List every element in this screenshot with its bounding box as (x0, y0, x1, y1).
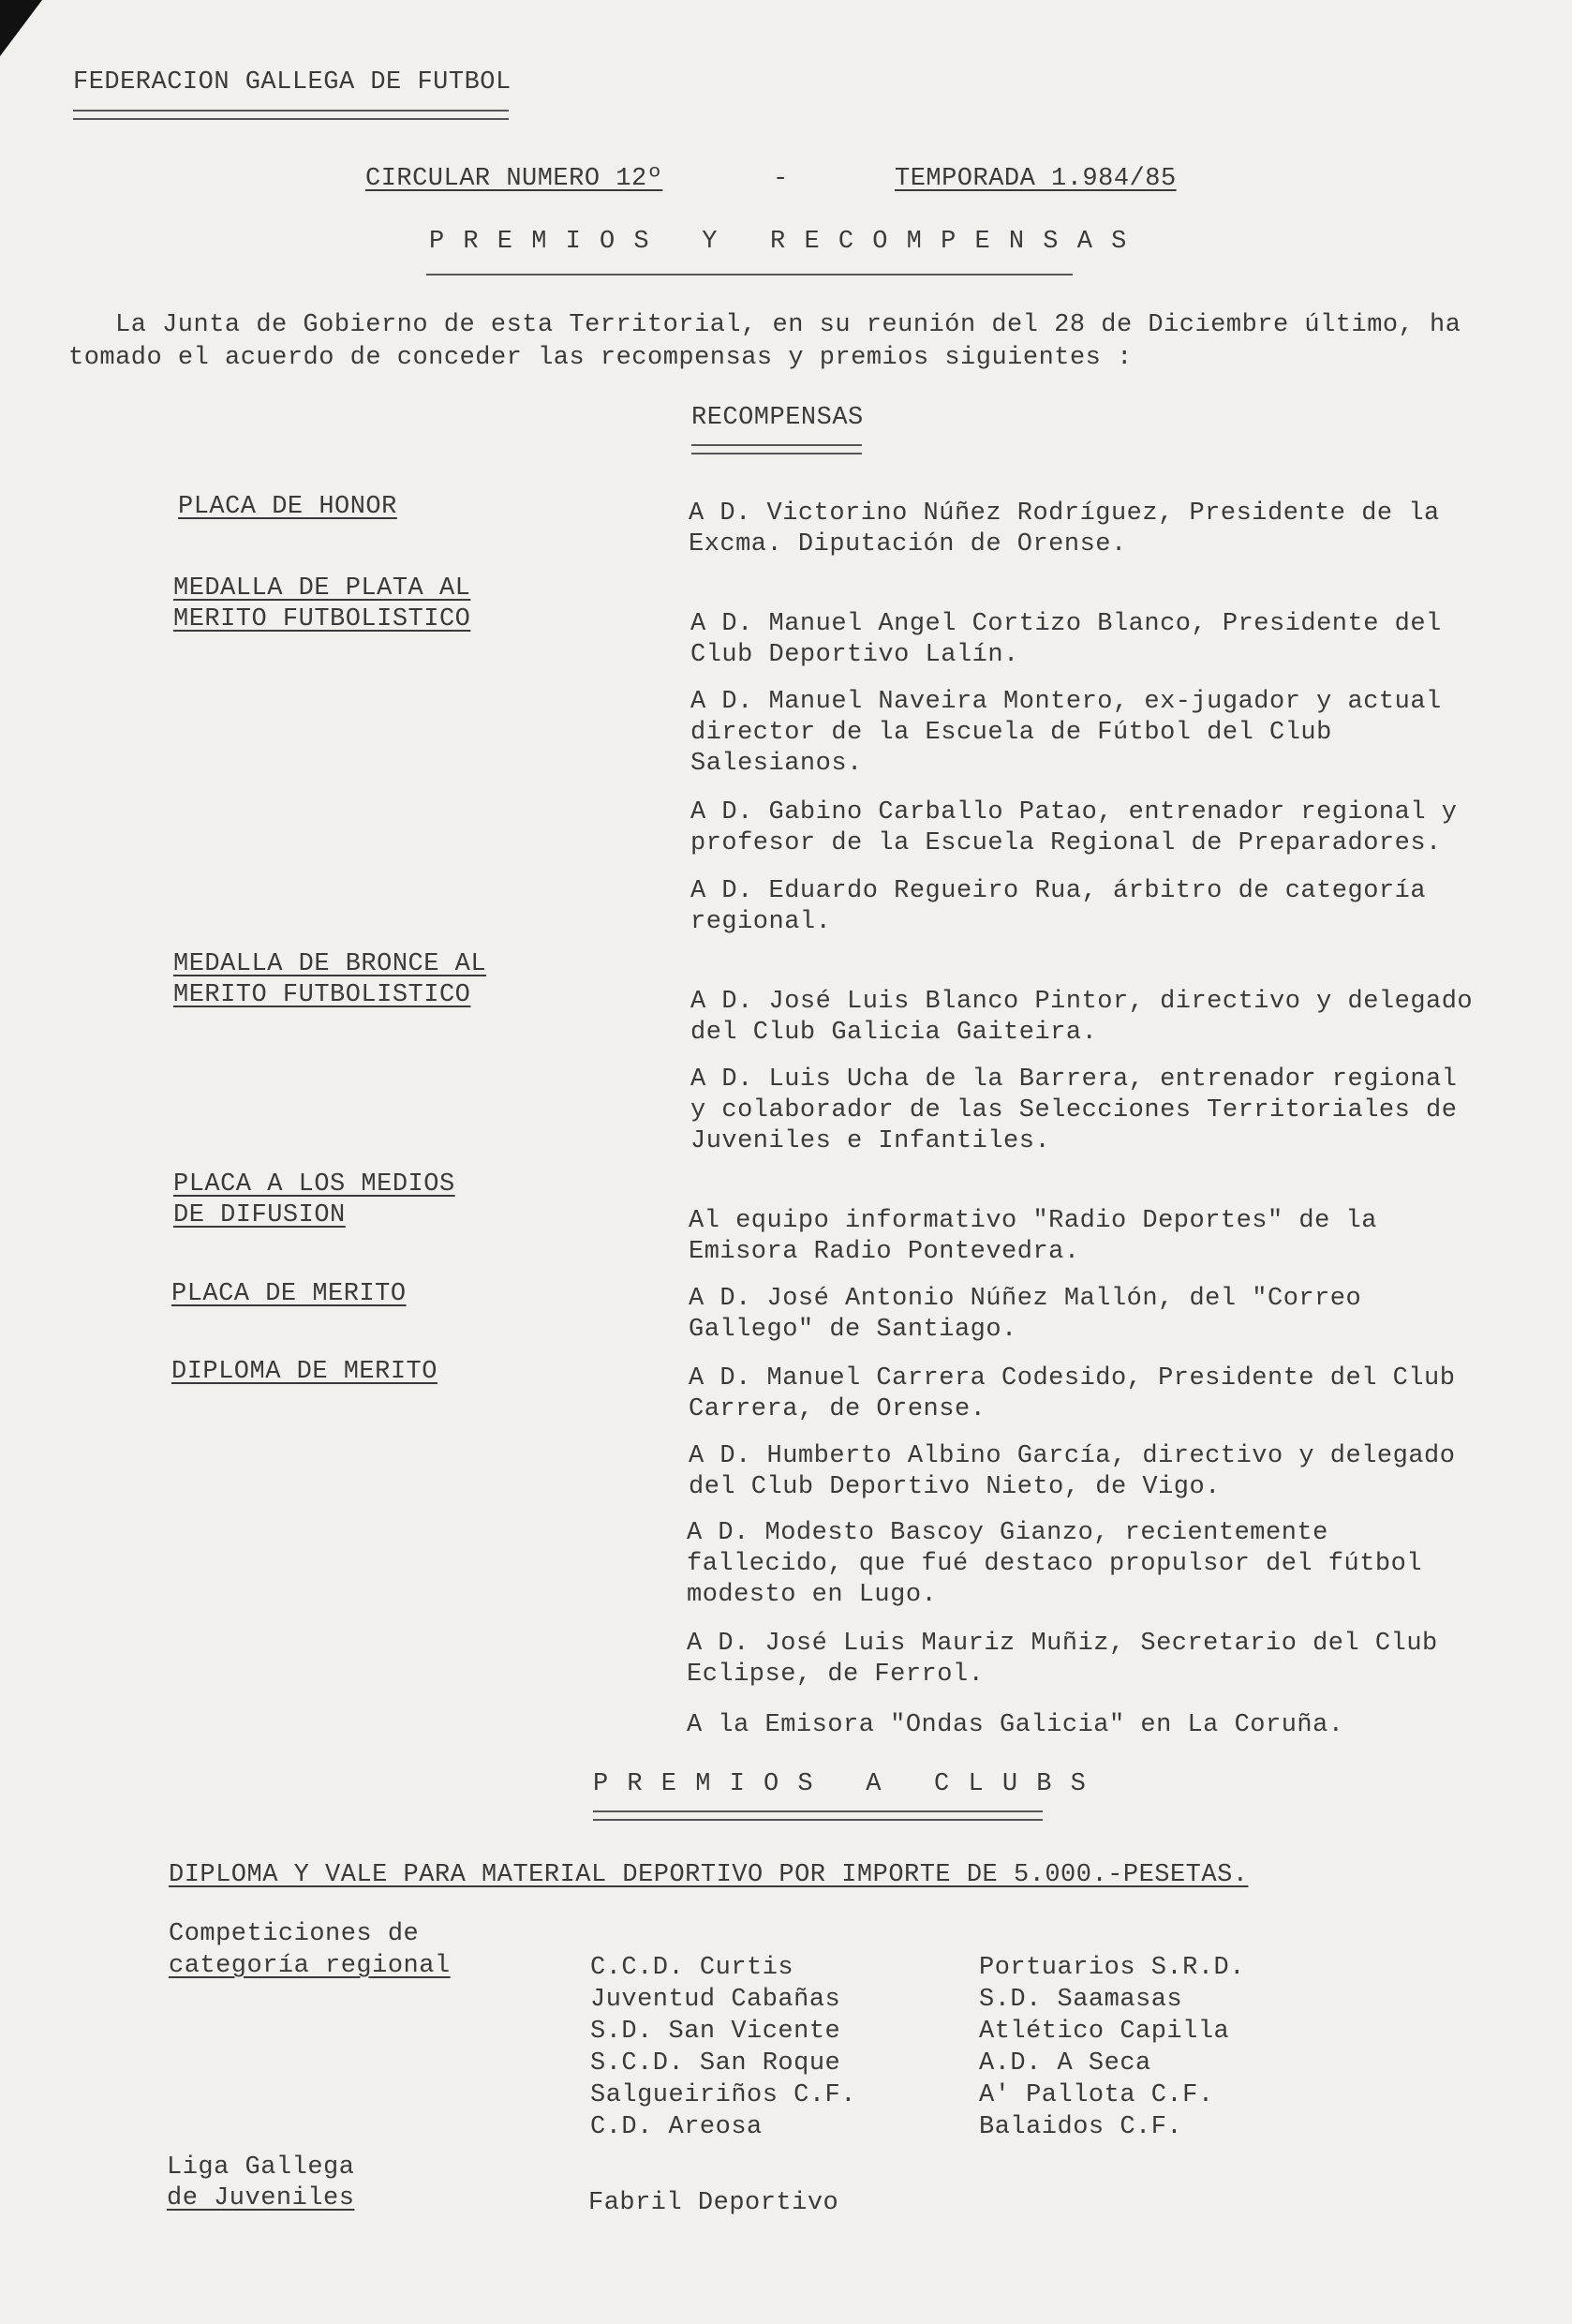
recipient-naveira-montero: A D. Manuel Naveira Montero, ex-jugador y actual director de la Escuela de Fútbol del Club Salesianos. (690, 688, 1442, 778)
club-item: C.C.D. Curtis (590, 1954, 794, 1982)
medalla-plata-label-text: MEDALLA DE PLATA AL MERITO FUTBOLISTICO (173, 574, 471, 633)
recipient-regueiro-rua: A D. Eduardo Regueiro Rua, árbitro de categoría regional. (690, 877, 1427, 936)
recompensas-heading: RECOMPENSAS (691, 404, 864, 432)
title-rule (426, 274, 1073, 276)
regional-label-1: Competiciones de (169, 1920, 420, 1948)
clubs-column-2 (979, 1953, 1245, 2144)
recipient-nunez-mallon: A D. José Antonio Núñez Mallón, del "Correo Gallego" de Santiago. (689, 1285, 1362, 1344)
juveniles-club: Fabril Deportivo (588, 2189, 839, 2217)
premios-double-rule (593, 1810, 1043, 1821)
award-label-placa-honor: PLACA DE HONOR (178, 493, 397, 521)
club-item: A.D. A Seca (979, 2049, 1151, 2078)
torn-corner (0, 0, 42, 56)
federation-name: FEDERACION GALLEGA DE FUTBOL (73, 68, 512, 97)
club-item: Salgueiriños C.F. (590, 2081, 856, 2109)
recipient-ondas-galicia: A la Emisora "Ondas Galicia" en La Coruña. (687, 1711, 1344, 1739)
club-item: Balaidos C.F. (979, 2113, 1183, 2141)
recipient-carrera-codesido: A D. Manuel Carrera Codesido, Presidente del Club Carrera, de Orense. (689, 1364, 1456, 1423)
recipient-carballo-patao: A D. Gabino Carballo Patao, entrenador regional y profesor de la Escuela Regional de Preparadores. (690, 798, 1458, 857)
medalla-bronce-label-text: MEDALLA DE BRONCE AL MERITO FUTBOLISTICO (173, 950, 487, 1009)
award-label-placa-merito: PLACA DE MERITO (171, 1280, 407, 1308)
season: TEMPORADA 1.984/85 (895, 165, 1177, 193)
premios-clubs-heading: P R E M I O S A C L U B S (593, 1770, 1088, 1798)
award-label-medalla-plata (173, 574, 482, 635)
recipient-blanco-pintor: A D. José Luis Blanco Pintor, directivo y delegado del Club Galicia Gaiteira. (690, 988, 1474, 1047)
club-item: Juventud Cabañas (590, 1986, 841, 2014)
intro-line-2: tomado el acuerdo de conceder las recompensas y premios siguientes : (68, 344, 1133, 372)
club-item: C.D. Areosa (590, 2113, 763, 2141)
award-label-placa-medios (173, 1169, 482, 1231)
circular-number: CIRCULAR NUMERO 12º (365, 165, 663, 193)
diploma-vale-line: DIPLOMA Y VALE PARA MATERIAL DEPORTIVO POR IMPORTE DE 5.000.-PESETAS. (169, 1861, 1249, 1889)
placa-medios-label-text: PLACA A LOS MEDIOS DE DIFUSION (173, 1170, 455, 1229)
club-item: S.D. San Vicente (590, 2018, 841, 2046)
club-item: S.D. Saamasas (979, 1986, 1183, 2014)
recipient-bascoy-gianzo: A D. Modesto Bascoy Gianzo, recientemente fallecido, que fué destaco propulsor del fútbol modesto en Lugo. (687, 1519, 1423, 1609)
award-label-diploma-merito: DIPLOMA DE MERITO (171, 1358, 437, 1386)
club-item: S.C.D. San Roque (590, 2049, 841, 2078)
recompensas-double-rule (691, 444, 862, 454)
recipient-mauriz-muniz: A D. José Luis Mauriz Muñiz, Secretario del Club Eclipse, de Ferrol. (687, 1630, 1438, 1689)
juveniles-label-2: de Juveniles (167, 2184, 355, 2212)
juveniles-label-1: Liga Gallega (167, 2153, 355, 2182)
recipient-radio-deportes: Al equipo informativo "Radio Deportes" de la Emisora Radio Pontevedra. (689, 1207, 1377, 1266)
recipient-nunez-rodriguez: A D. Victorino Núñez Rodríguez, Presidente de la Excma. Diputación de Orense. (689, 499, 1440, 559)
club-item: Atlético Capilla (979, 2018, 1230, 2046)
award-label-medalla-bronce (173, 949, 497, 1011)
header-dash: - (773, 165, 789, 193)
intro-line-1: La Junta de Gobierno de esta Territorial, en su reunión del 28 de Diciembre último, ha (115, 311, 1461, 339)
recipient-albino-garcia: A D. Humberto Albino García, directivo y delegado del Club Deportivo Nieto, de Vigo. (689, 1442, 1456, 1501)
regional-label-2: categoría regional (169, 1952, 451, 1980)
document-title: P R E M I O S Y R E C O M P E N S A S (429, 228, 1129, 256)
recipient-cortizo-blanco: A D. Manuel Angel Cortizo Blanco, Presidente del Club Deportivo Lalín. (690, 610, 1442, 669)
club-item: A' Pallota C.F. (979, 2081, 1214, 2109)
federation-double-rule (73, 110, 509, 120)
recipient-ucha-barrera: A D. Luis Ucha de la Barrera, entrenador regional y colaborador de las Selecciones Territoriales de Juveniles e Infantiles. (690, 1065, 1458, 1155)
clubs-column-1 (590, 1953, 856, 2144)
club-item: Portuarios S.R.D. (979, 1954, 1245, 1982)
